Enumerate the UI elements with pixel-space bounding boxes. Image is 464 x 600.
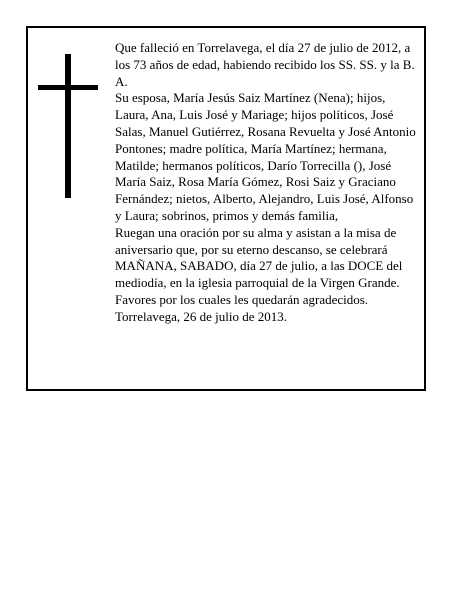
family-list: Su esposa, María Jesús Saiz Martínez (Nena); hijos, Laura, Ana, Luis José y Mariage; hijos políticos, José Salas, Manuel Gutiérrez, Rosana Revuelta y José Antonio Pontones; madre política, María Martínez; hermana, Matilde; hermanos políticos, Darío Torrecilla (), José María Saiz, Rosa María Gómez, Rosi Saiz y Graciano Fernández; nietos, Alberto, Alejandro, Luis José, Alfonso y Laura; sobrinos, primos y demás familia, bbox=[115, 90, 416, 223]
thanks-line: Favores por los cuales les quedarán agradecidos. bbox=[115, 291, 369, 307]
death-announcement: Que falleció en Torrelavega, el día 27 de julio de 2012, a los 73 años de edad, habiendo recibido los SS. SS. y la B. A. bbox=[115, 40, 415, 89]
obituary-notice bbox=[26, 26, 426, 391]
place-date-line: Torrelavega, 26 de julio de 2013. bbox=[115, 308, 288, 324]
notice-body bbox=[115, 40, 420, 326]
cross-vertical-bar bbox=[65, 54, 71, 198]
cross-icon bbox=[38, 54, 100, 200]
cross-horizontal-bar bbox=[38, 85, 98, 90]
mass-invitation: Ruegan una oración por su alma y asistan a la misa de aniversario que, por su eterno descanso, se celebrará MAÑANA, SABADO, día 27 de julio, a las DOCE del mediodía, en la iglesia parroquial de la Virgen Grande. bbox=[115, 224, 403, 291]
